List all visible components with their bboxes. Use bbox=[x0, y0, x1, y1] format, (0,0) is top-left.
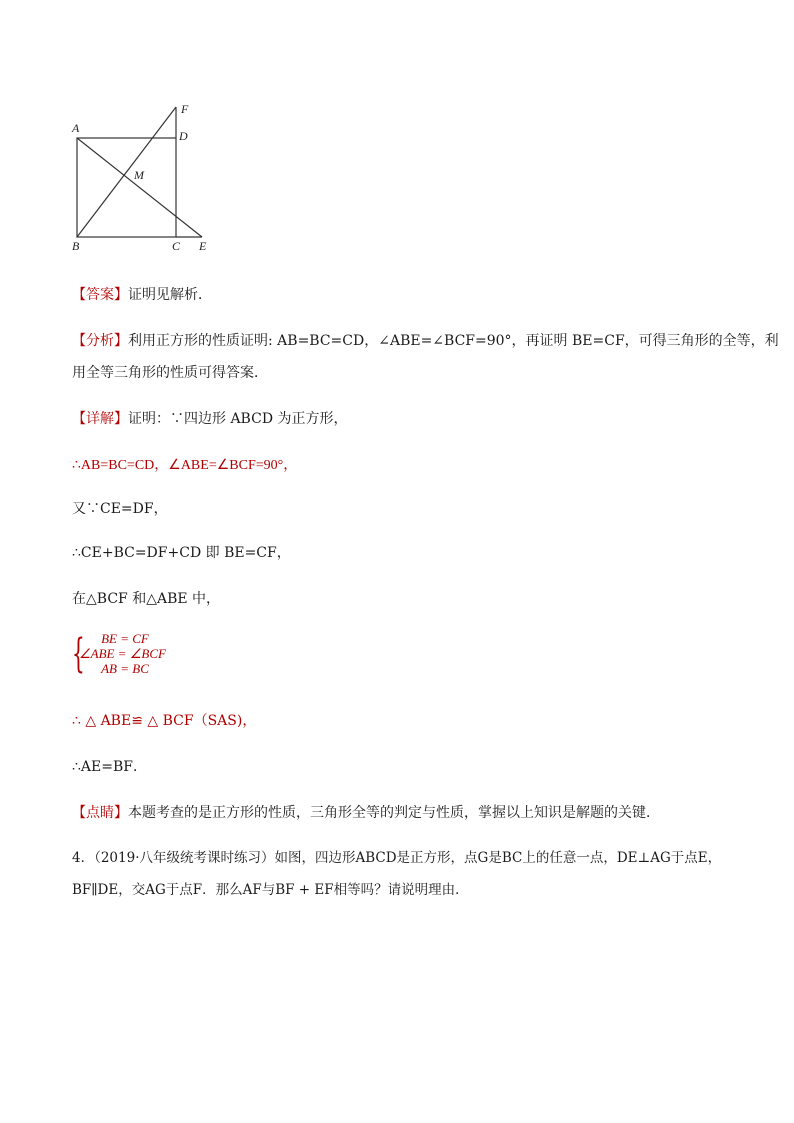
equation-2: ∠ABE = ∠BCF bbox=[79, 646, 166, 661]
geometry-figure bbox=[66, 98, 226, 258]
detail-line-4: ∴CE+BC=DF+CD 即 BE=CF， bbox=[72, 545, 291, 561]
segment-bf bbox=[77, 107, 176, 237]
detail-tag: 【详解】 bbox=[72, 411, 128, 427]
label-b: B bbox=[72, 239, 80, 253]
comment-line bbox=[72, 802, 660, 822]
detail-text-1: 证明：∵四边形 ABCD 为正方形， bbox=[128, 411, 348, 427]
equation-3: AB = BC bbox=[101, 661, 149, 676]
label-f: F bbox=[181, 102, 189, 116]
analysis-text-2: 用全等三角形的性质可得答案． bbox=[72, 365, 268, 381]
label-e: E bbox=[199, 239, 207, 253]
analysis-text-1: 利用正方形的性质证明: AB=BC=CD，∠ABE=∠BCF=90°，再证明 BE=CF，可得三角形的全等，利 bbox=[128, 333, 779, 349]
detail-line-7: ∴AE=BF． bbox=[72, 759, 147, 775]
analysis-line-1 bbox=[72, 330, 779, 350]
segment-ae bbox=[77, 138, 202, 237]
label-m: M bbox=[134, 168, 144, 182]
comment-text: 本题考查的是正方形的性质，三角形全等的判定与性质，掌握以上知识是解题的关键． bbox=[128, 805, 660, 821]
label-d: D bbox=[179, 129, 188, 143]
equation-1: BE = CF bbox=[101, 631, 149, 646]
analysis-line-2 bbox=[72, 362, 268, 382]
left-brace: { bbox=[72, 631, 85, 677]
detail-line-1 bbox=[72, 408, 348, 428]
detail-line-5: 在△BCF 和△ABE 中， bbox=[72, 591, 221, 607]
label-a: A bbox=[72, 121, 80, 135]
answer-tag: 【答案】 bbox=[72, 287, 128, 303]
question-4-line-2: BF∥DE，交AG于点F．那么AF与BF + EF相等吗？请说明理由． bbox=[72, 882, 469, 898]
detail-line-6: ∴ △ ABE≌ △ BCF（SAS)， bbox=[72, 713, 257, 729]
detail-line-2: ∴AB=BC=CD，∠ABE=∠BCF=90°， bbox=[72, 458, 298, 473]
answer-text: 证明见解析． bbox=[128, 287, 212, 303]
detail-line-3: 又∵CE=DF， bbox=[72, 501, 168, 517]
square-abcd bbox=[77, 138, 176, 237]
label-c: C bbox=[172, 239, 181, 253]
question-4-line-1: 4．（2019·八年级统考课时练习）如图，四边形ABCD是正方形，点G是BC上的任意一点，DE⊥AG于点E， bbox=[72, 850, 722, 866]
equation-system bbox=[72, 632, 192, 676]
analysis-tag: 【分析】 bbox=[72, 333, 128, 349]
comment-tag: 【点睛】 bbox=[72, 805, 128, 821]
answer-line bbox=[72, 284, 212, 304]
